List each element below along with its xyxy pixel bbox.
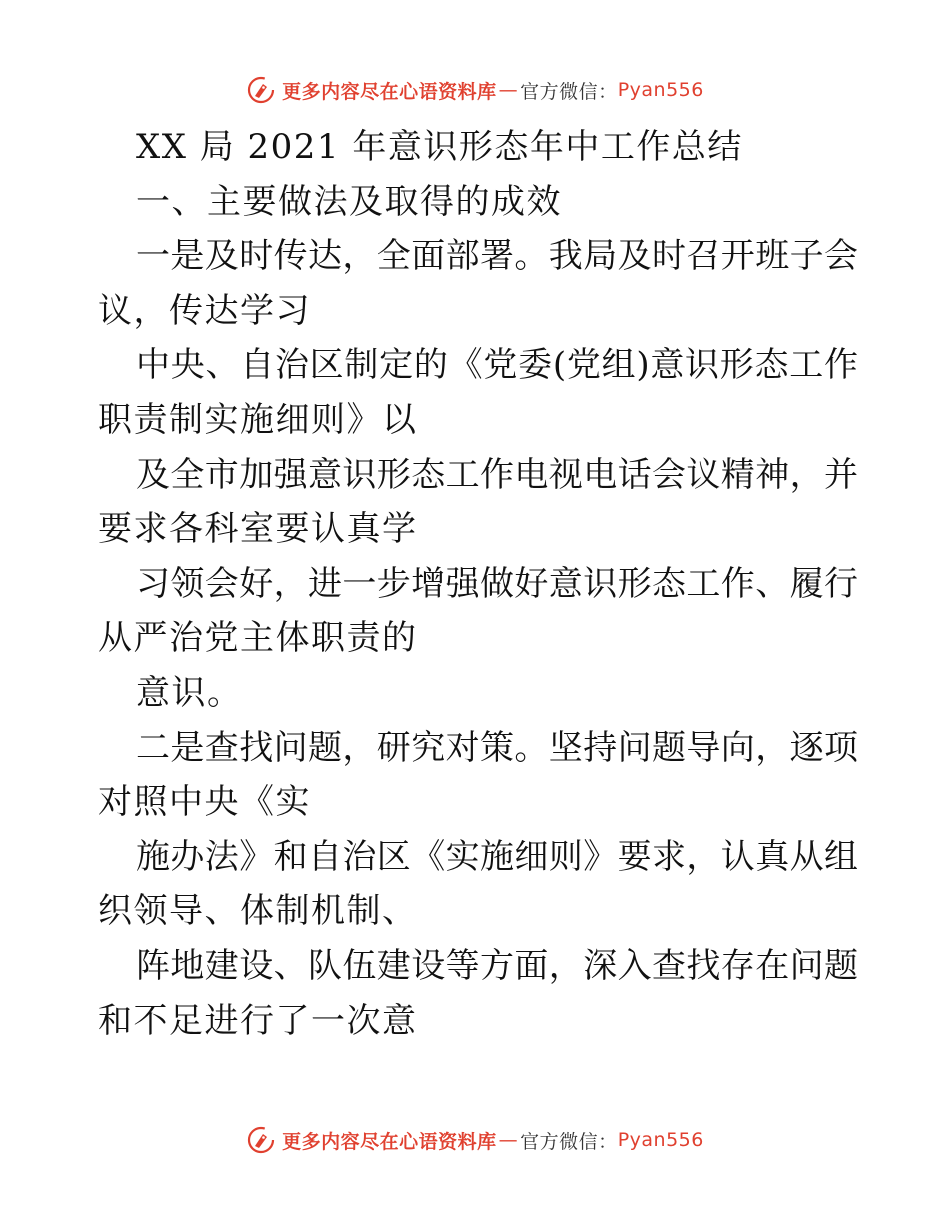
- watermark-wechat-label: 官方微信：: [520, 1130, 618, 1153]
- watermark-brand-text: 更多内容尽在心语资料库: [282, 1130, 497, 1153]
- paragraph-line: 对照中央《实: [98, 782, 311, 823]
- paragraph-line: 从严治党主体职责的: [98, 618, 418, 659]
- footer-watermark: [0, 1120, 950, 1160]
- paragraph-line: 织领导、体制机制、: [98, 891, 418, 932]
- pen-nib-logo-icon: [246, 1125, 276, 1155]
- watermark-separator: —: [498, 79, 519, 101]
- paragraph-line: 要求各科室要认真学: [98, 509, 418, 550]
- paragraph-line: 二是查找问题，研究对策。坚持问题导向，逐项: [136, 727, 858, 768]
- paragraph-line: 中央、自治区制定的《党委(党组)意识形态工作: [136, 345, 858, 386]
- paragraph-line: 意识。: [136, 672, 243, 713]
- paragraph-line: 议，传达学习: [98, 290, 311, 331]
- paragraph-line: 及全市加强意识形态工作电视电话会议精神，并: [136, 454, 858, 495]
- watermark-wechat-label: 官方微信：: [520, 80, 618, 103]
- paragraph-line: 和不足进行了一次意: [98, 1000, 418, 1041]
- watermark-brand-text: 更多内容尽在心语资料库: [282, 80, 497, 103]
- pen-nib-logo-icon: [246, 75, 276, 105]
- paragraph-line: 一是及时传达，全面部署。我局及时召开班子会: [136, 236, 858, 277]
- watermark-wechat-id: Pyan556: [617, 1129, 704, 1151]
- paragraph-line: 习领会好，进一步增强做好意识形态工作、履行: [136, 563, 858, 604]
- watermark-separator: —: [498, 1129, 519, 1151]
- paragraph-line: 施办法》和自治区《实施细则》要求，认真从组: [136, 836, 858, 877]
- paragraph-line: 职责制实施细则》以: [98, 399, 418, 440]
- header-watermark: [0, 70, 950, 110]
- watermark-wechat-id: Pyan556: [617, 79, 704, 101]
- document-title: XX 局 2021 年意识形态年中工作总结: [136, 127, 743, 167]
- section-heading: 一、主要做法及取得的成效: [136, 181, 562, 222]
- document-body: [98, 120, 858, 1048]
- paragraph-line: 阵地建设、队伍建设等方面，深入查找存在问题: [136, 945, 858, 986]
